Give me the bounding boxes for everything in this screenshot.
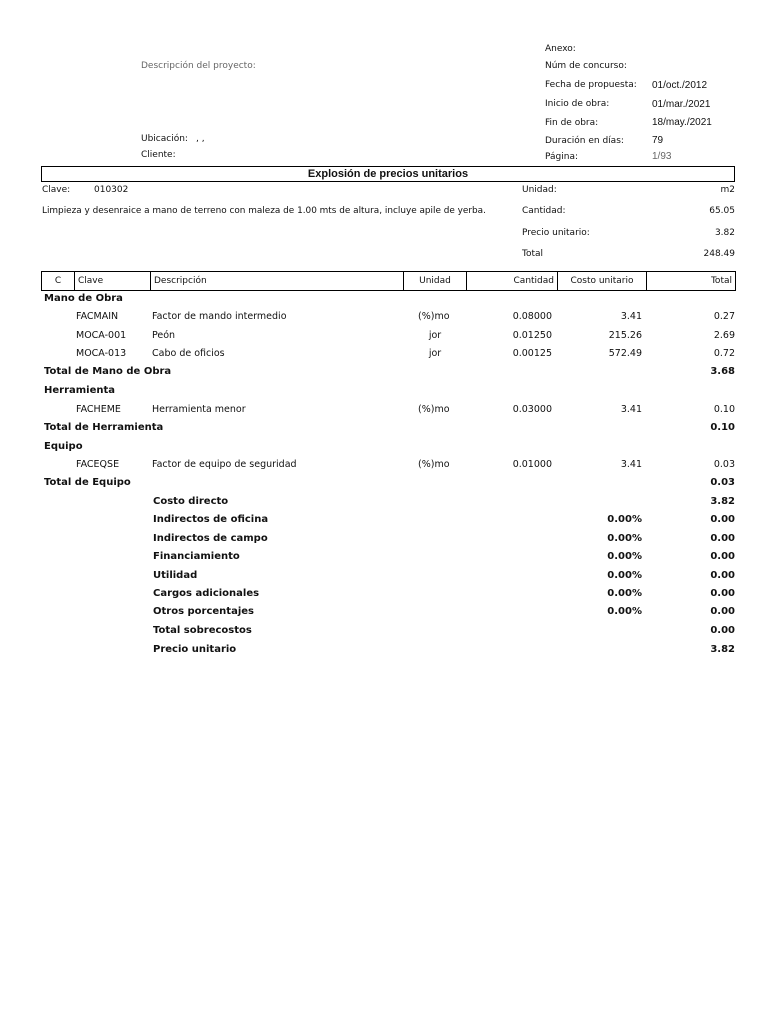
summary-total: 0.00 (710, 551, 735, 562)
summary-label: Indirectos de campo (153, 533, 268, 544)
summary-total: 0.00 (710, 606, 735, 617)
summary-row-costo-directo (0, 493, 768, 511)
table-row (0, 345, 768, 363)
cantidad-label: Cantidad: (522, 206, 566, 216)
summary-label: Indirectos de oficina (153, 514, 269, 525)
summary-row-indirectos-campo (0, 530, 768, 548)
cell-unidad: (%)mo (418, 311, 450, 322)
section-total-value: 3.68 (710, 366, 735, 377)
section-total-value: 0.03 (710, 477, 735, 488)
cell-descripcion: Herramienta menor (152, 404, 246, 415)
summary-label: Cargos adicionales (153, 588, 260, 599)
section-total-label: Total de Mano de Obra (44, 366, 172, 377)
section-total-value: 0.10 (710, 422, 735, 433)
cell-costo: 215.26 (608, 330, 642, 341)
summary-percentage: 0.00% (607, 570, 642, 581)
col-descripcion: Descripción (151, 272, 404, 290)
section-total-mano-de-obra (0, 363, 768, 381)
anexo-label: Anexo: (545, 44, 576, 54)
precio-unitario-label: Precio unitario: (522, 228, 590, 238)
cell-total: 0.03 (713, 459, 735, 470)
section-total-equipo (0, 474, 768, 492)
cell-descripcion: Factor de equipo de seguridad (152, 459, 297, 470)
summary-total: 0.00 (710, 533, 735, 544)
concept-description: Limpieza y desenraice a mano de terreno con maleza de 1.00 mts de altura, incluye apile de yerba. (42, 206, 486, 216)
table-row (0, 401, 768, 419)
pagina-value: 1/93 (652, 151, 672, 162)
duracion-label: Duración en días: (545, 136, 624, 146)
cell-costo: 3.41 (620, 459, 642, 470)
cell-cantidad: 0.01000 (512, 459, 552, 470)
summary-total: 3.82 (710, 644, 735, 655)
cell-costo: 3.41 (620, 404, 642, 415)
cell-unidad: (%)mo (418, 404, 450, 415)
pagina-label: Página: (545, 152, 579, 162)
cell-cantidad: 0.03000 (512, 404, 552, 415)
cell-total: 2.69 (713, 330, 735, 341)
clave-label: Clave: (42, 185, 71, 195)
total-label: Total (522, 249, 544, 259)
col-clave: Clave (75, 272, 151, 290)
summary-label: Precio unitario (153, 644, 237, 655)
cell-costo: 3.41 (620, 311, 642, 322)
summary-total: 0.00 (710, 625, 735, 636)
cell-unidad: jor (428, 348, 442, 359)
summary-row-financiamiento (0, 548, 768, 566)
cell-descripcion: Peón (152, 330, 176, 341)
cell-unidad: (%)mo (418, 459, 450, 470)
cell-unidad: jor (428, 330, 442, 341)
column-header (41, 271, 736, 291)
col-unidad: Unidad (404, 272, 467, 290)
section-total-label: Total de Herramienta (44, 422, 164, 433)
cell-total: 0.27 (713, 311, 735, 322)
section-title-herramienta (0, 382, 768, 400)
table-row (0, 327, 768, 345)
total-value: 248.49 (703, 249, 735, 259)
inicio-label: Inicio de obra: (545, 99, 610, 109)
summary-total: 0.00 (710, 514, 735, 525)
unidad-value: m2 (720, 185, 735, 195)
cell-clave: FACMAIN (76, 311, 119, 322)
fin-value: 18/may./2021 (652, 117, 712, 128)
section-title: Mano de Obra (44, 293, 123, 304)
cell-clave: MOCA-001 (76, 330, 127, 341)
cell-cantidad: 0.08000 (512, 311, 552, 322)
summary-total: 3.82 (710, 496, 735, 507)
document-title: Explosión de precios unitarios (41, 166, 735, 182)
section-title: Herramienta (44, 385, 116, 396)
summary-row-cargos-adicionales (0, 585, 768, 603)
summary-percentage: 0.00% (607, 606, 642, 617)
fecha-label: Fecha de propuesta: (545, 80, 637, 90)
location-value: , , (196, 134, 205, 144)
cell-clave: FACHEME (76, 404, 121, 415)
summary-row-indirectos-oficina (0, 511, 768, 529)
summary-label: Utilidad (153, 570, 198, 581)
unidad-label: Unidad: (522, 185, 557, 195)
project-description-label: Descripción del proyecto: (141, 61, 256, 71)
summary-label: Total sobrecostos (153, 625, 252, 636)
col-costo-unitario: Costo unitario (558, 272, 647, 290)
summary-percentage: 0.00% (607, 551, 642, 562)
concurso-label: Núm de concurso: (545, 61, 627, 71)
cell-total: 0.72 (713, 348, 735, 359)
section-title: Equipo (44, 441, 83, 452)
table-row (0, 308, 768, 326)
cantidad-value: 65.05 (709, 206, 735, 216)
fecha-value: 01/oct./2012 (652, 80, 708, 91)
location-label: Ubicación: (141, 134, 188, 144)
summary-percentage: 0.00% (607, 588, 642, 599)
duracion-value: 79 (652, 135, 664, 146)
summary-row-utilidad (0, 567, 768, 585)
section-title-mano-de-obra (0, 290, 768, 308)
summary-total: 0.00 (710, 570, 735, 581)
cell-cantidad: 0.01250 (512, 330, 552, 341)
summary-row-total-sobrecostos (0, 622, 768, 640)
summary-label: Costo directo (153, 496, 229, 507)
summary-row-precio-unitario (0, 641, 768, 659)
section-total-herramienta (0, 419, 768, 437)
col-c: C (42, 272, 75, 290)
cell-cantidad: 0.00125 (512, 348, 552, 359)
section-title-equipo (0, 438, 768, 456)
summary-total: 0.00 (710, 588, 735, 599)
precio-unitario-value: 3.82 (714, 228, 735, 238)
cell-clave: MOCA-013 (76, 348, 127, 359)
cell-total: 0.10 (713, 404, 735, 415)
col-cantidad: Cantidad (467, 272, 558, 290)
summary-percentage: 0.00% (607, 514, 642, 525)
fin-label: Fin de obra: (545, 118, 599, 128)
inicio-value: 01/mar./2021 (652, 99, 711, 110)
table-row (0, 456, 768, 474)
cell-costo: 572.49 (608, 348, 642, 359)
summary-label: Otros porcentajes (153, 606, 254, 617)
col-total: Total (710, 276, 732, 286)
client-label: Cliente: (141, 150, 176, 160)
clave-value: 010302 (94, 185, 129, 195)
cell-descripcion: Cabo de oficios (152, 348, 225, 359)
section-total-label: Total de Equipo (44, 477, 131, 488)
cell-clave: FACEQSE (76, 459, 120, 470)
cell-descripcion: Factor de mando intermedio (152, 311, 287, 322)
summary-label: Financiamiento (153, 551, 240, 562)
summary-percentage: 0.00% (607, 533, 642, 544)
summary-row-otros-porcentajes (0, 603, 768, 621)
